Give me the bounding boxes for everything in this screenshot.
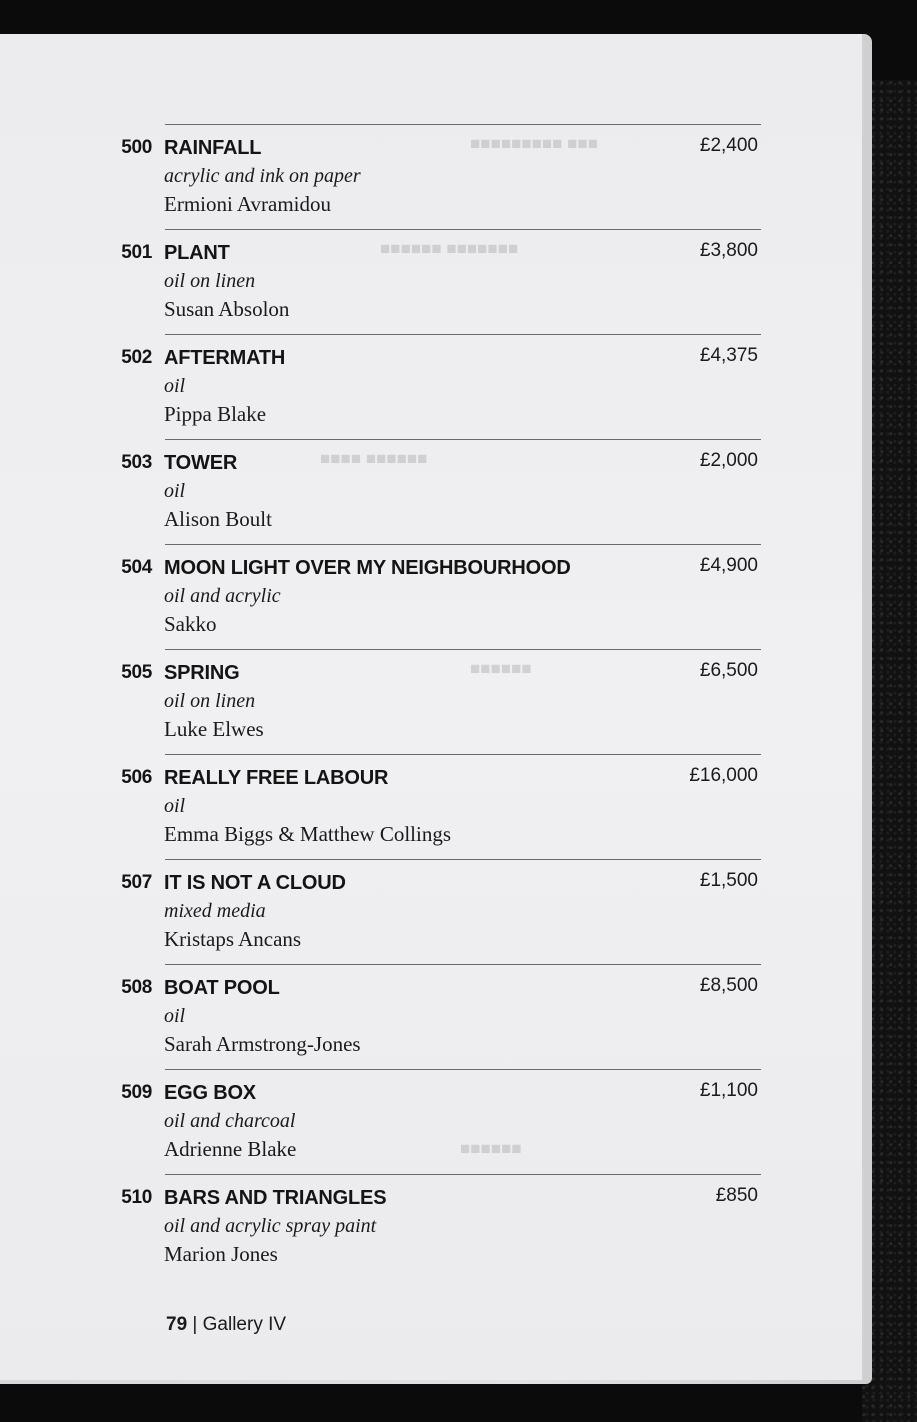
artwork-price: £2,400 <box>699 135 758 156</box>
entry-divider <box>165 124 761 125</box>
entry-divider <box>165 334 761 335</box>
entry-divider <box>165 649 761 650</box>
lot-number: 501 <box>121 242 152 263</box>
lot-number: 503 <box>121 452 152 473</box>
artist-name: Sarah Armstrong-Jones <box>164 1032 361 1056</box>
entry-divider <box>165 439 761 440</box>
lot-number: 502 <box>121 347 152 368</box>
artwork-medium: acrylic and ink on paper <box>164 165 361 187</box>
catalogue-entry <box>0 335 862 440</box>
artwork-price: £1,500 <box>699 870 758 891</box>
entry-divider <box>165 229 761 230</box>
artist-name: Adrienne Blake <box>164 1137 297 1161</box>
artwork-title: TOWER <box>164 452 238 474</box>
catalogue-entry <box>0 440 862 545</box>
page-number: 79 <box>166 1314 188 1335</box>
artwork-title: EGG BOX <box>164 1082 256 1104</box>
artwork-medium: oil on linen <box>164 690 256 712</box>
lot-number: 507 <box>121 872 152 893</box>
catalogue-entry <box>0 755 862 860</box>
artwork-title: RAINFALL <box>164 137 262 159</box>
section-name: Gallery IV <box>202 1314 287 1335</box>
artist-name: Ermioni Avramidou <box>164 192 332 216</box>
entry-divider <box>165 859 761 860</box>
catalogue-entry <box>0 860 862 965</box>
artwork-title: MOON LIGHT OVER MY NEIGHBOURHOOD <box>164 557 571 579</box>
artwork-medium: oil on linen <box>164 270 256 292</box>
artwork-price: £8,500 <box>699 975 758 996</box>
artist-name: Susan Absolon <box>164 297 290 321</box>
footer-separator: | <box>192 1314 198 1335</box>
show-through-texture: ■■■ ■■■■■■■■■ <box>470 134 598 153</box>
catalogue-entry <box>0 230 862 335</box>
artist-name: Sakko <box>164 612 217 636</box>
artist-name: Luke Elwes <box>164 717 264 741</box>
artist-name: Alison Boult <box>164 507 272 531</box>
entry-divider <box>165 754 761 755</box>
artwork-price: £16,000 <box>689 765 758 786</box>
artwork-medium: oil <box>164 795 186 817</box>
artwork-medium: oil <box>164 1005 186 1027</box>
artwork-medium: oil <box>164 375 186 397</box>
artist-name: Kristaps Ancans <box>164 927 302 951</box>
artwork-price: £6,500 <box>699 660 758 681</box>
entry-divider <box>165 1174 761 1175</box>
artwork-medium: mixed media <box>164 900 266 922</box>
artwork-medium: oil and acrylic spray paint <box>164 1215 377 1237</box>
catalogue-entry <box>0 1175 862 1280</box>
lot-number: 504 <box>121 557 152 578</box>
catalogue-entry <box>0 650 862 755</box>
lot-number: 505 <box>121 662 152 683</box>
page-footer <box>166 1314 286 1336</box>
artwork-title: BOAT POOL <box>164 977 280 999</box>
lot-number: 506 <box>121 767 152 788</box>
artwork-price: £3,800 <box>699 240 758 261</box>
entry-divider <box>165 1069 761 1070</box>
show-through-texture: ■■■■■■■ ■■■■■■ <box>380 239 519 258</box>
artist-name: Pippa Blake <box>164 402 267 426</box>
catalogue-entry <box>0 965 862 1070</box>
show-through-texture: ■■■■■■ <box>470 659 532 678</box>
lot-number: 508 <box>121 977 152 998</box>
artwork-price: £1,100 <box>699 1080 758 1101</box>
artwork-title: BARS AND TRIANGLES <box>164 1187 387 1209</box>
lot-number: 509 <box>121 1082 152 1103</box>
lot-number: 510 <box>121 1187 152 1208</box>
artwork-medium: oil <box>164 480 186 502</box>
artwork-price: £850 <box>715 1185 758 1206</box>
artwork-medium: oil and acrylic <box>164 585 281 607</box>
show-through-texture: ■■■■■■ <box>460 1139 522 1158</box>
entry-divider <box>165 964 761 965</box>
artwork-title: SPRING <box>164 662 240 684</box>
artwork-price: £4,375 <box>699 345 758 366</box>
artist-name: Marion Jones <box>164 1242 278 1266</box>
show-through-texture: ■■■■■■ ■■■■ <box>320 449 428 468</box>
entry-divider <box>165 544 761 545</box>
artwork-title: PLANT <box>164 242 230 264</box>
artwork-price: £4,900 <box>699 555 758 576</box>
artwork-title: IT IS NOT A CLOUD <box>164 872 346 894</box>
catalogue-page <box>0 34 862 1380</box>
catalogue-entry <box>0 1070 862 1175</box>
lot-number: 500 <box>121 137 152 158</box>
artwork-title: AFTERMATH <box>164 347 286 369</box>
artwork-title: REALLY FREE LABOUR <box>164 767 389 789</box>
artist-name: Emma Biggs & Matthew Collings <box>164 822 451 846</box>
artwork-medium: oil and charcoal <box>164 1110 296 1132</box>
artwork-price: £2,000 <box>699 450 758 471</box>
catalogue-entry <box>0 545 862 650</box>
catalogue-entry <box>0 125 862 230</box>
